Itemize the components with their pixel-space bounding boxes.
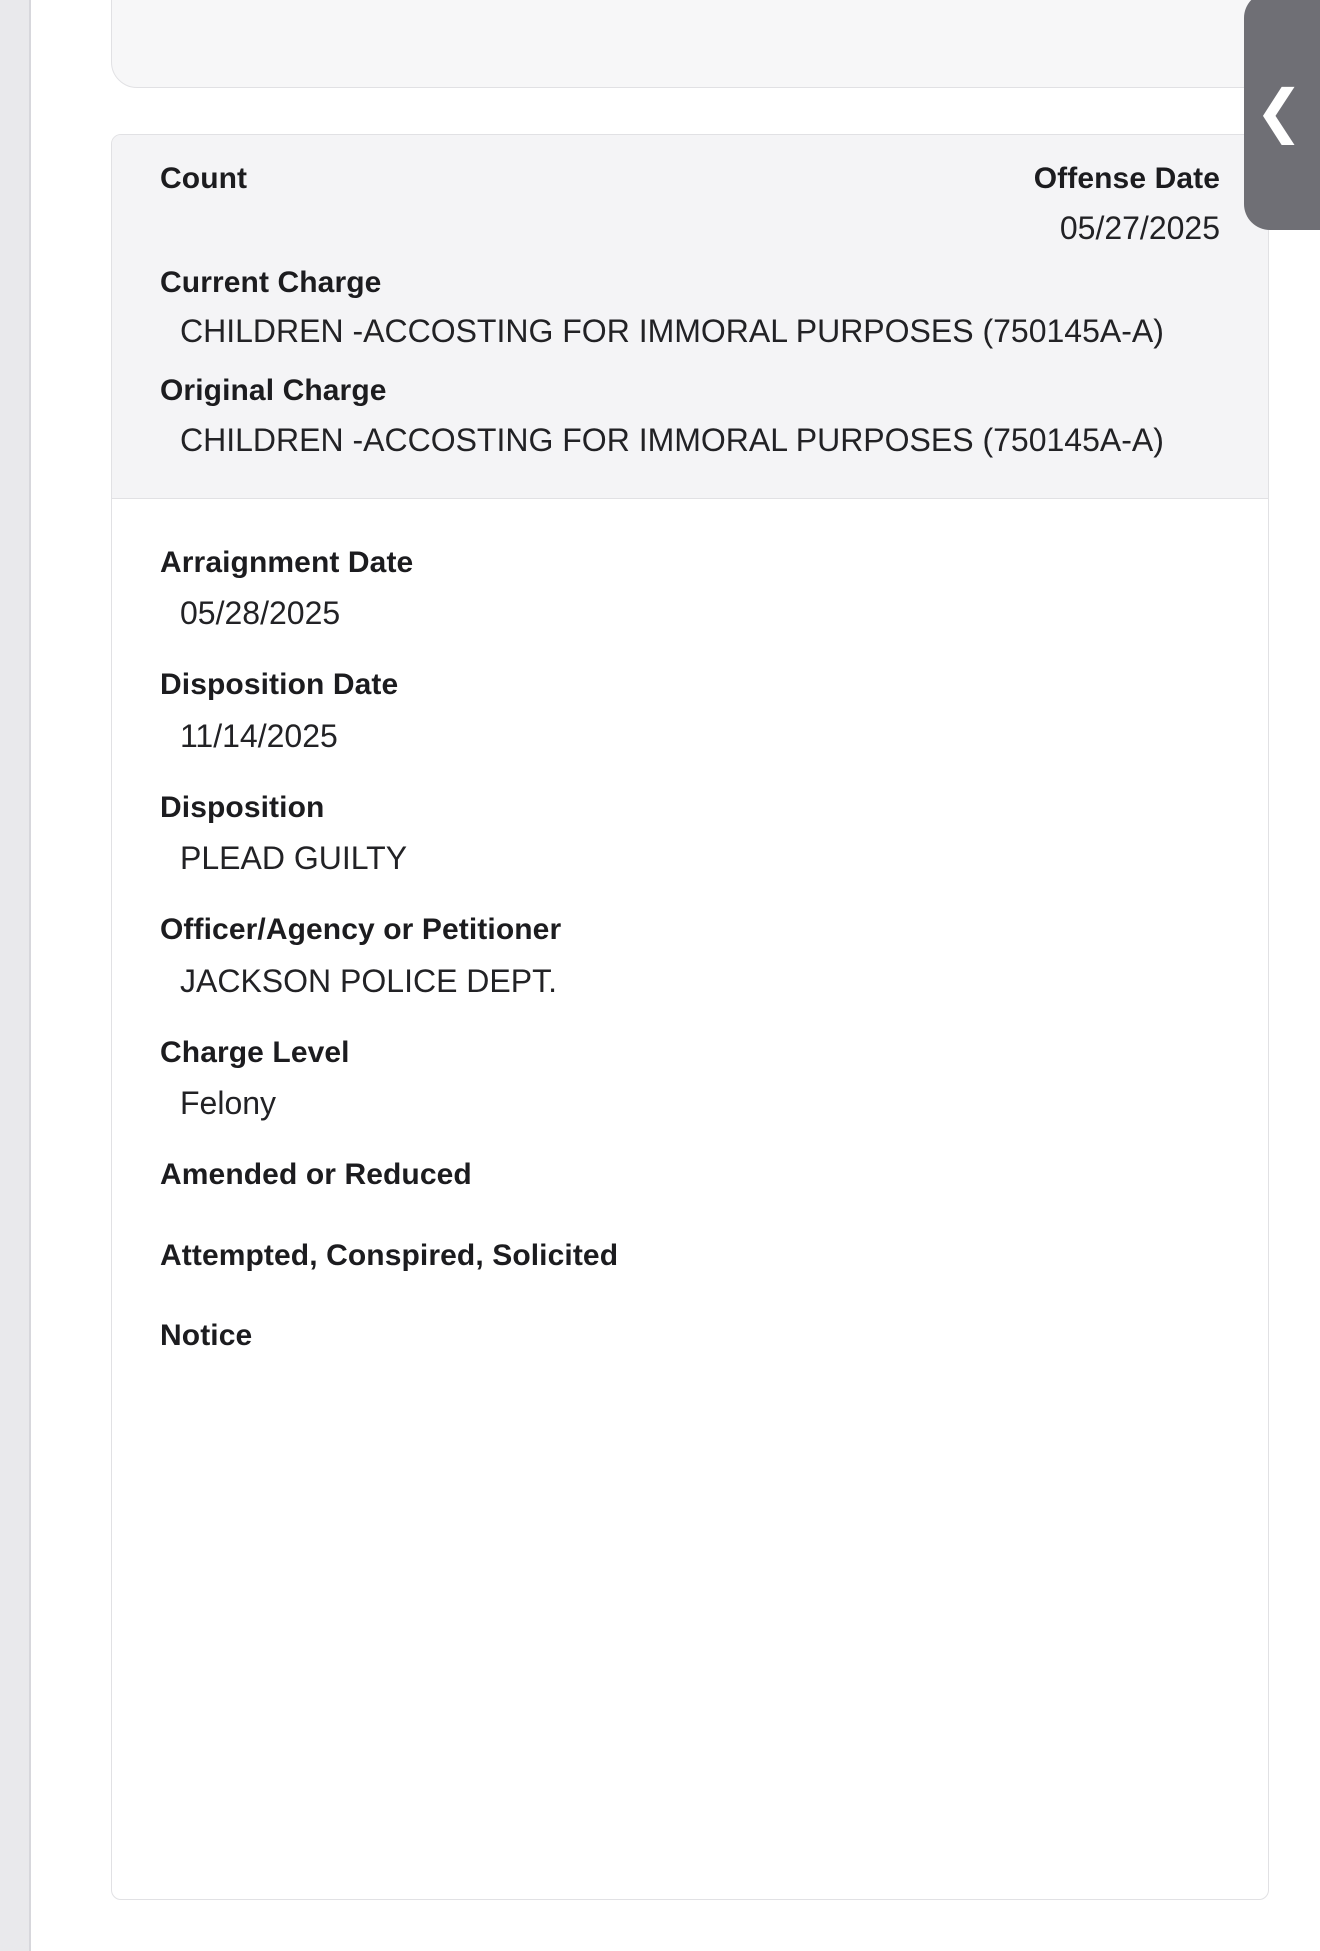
field-label: Amended or Reduced bbox=[160, 1158, 472, 1191]
original-charge-value: CHILDREN -ACCOSTING FOR IMMORAL PURPOSES (750145A-A) bbox=[180, 421, 1164, 458]
chevron-left-icon: ❮ bbox=[1254, 77, 1304, 145]
field-label: Attempted, Conspired, Solicited bbox=[160, 1238, 619, 1272]
current-charge-label: Current Charge bbox=[160, 265, 382, 299]
count-label: Count bbox=[160, 162, 248, 195]
original-charge-label: Original Charge bbox=[160, 374, 387, 407]
field-value: Felony bbox=[180, 1085, 277, 1121]
offense-date-group bbox=[1034, 159, 1220, 247]
field-label: Officer/Agency or Petitioner bbox=[160, 913, 562, 946]
back-edge-handle[interactable] bbox=[1244, 0, 1320, 230]
content-column bbox=[29, 0, 1320, 1951]
current-charge-group bbox=[160, 263, 1220, 356]
field-officer-agency-petitioner bbox=[160, 910, 1220, 1005]
original-charge-group bbox=[160, 371, 1220, 464]
charge-card-body bbox=[112, 499, 1268, 1397]
field-disposition-date bbox=[160, 665, 1220, 760]
field-label: Arraignment Date bbox=[160, 545, 414, 579]
field-charge-level bbox=[160, 1033, 1220, 1128]
field-label: Notice bbox=[160, 1319, 253, 1352]
url-bar-container bbox=[111, 0, 1269, 88]
field-label: Disposition Date bbox=[160, 668, 399, 701]
field-value: 11/14/2025 bbox=[180, 717, 338, 754]
field-amended-or-reduced bbox=[160, 1155, 1220, 1196]
field-label: Charge Level bbox=[160, 1035, 350, 1069]
count-offense-row bbox=[160, 159, 1220, 247]
field-disposition bbox=[160, 788, 1220, 883]
field-value: PLEAD GUILTY bbox=[180, 840, 408, 876]
field-attempted-conspired-solicited bbox=[160, 1236, 1220, 1277]
field-value: 05/28/2025 bbox=[180, 595, 341, 631]
current-charge-value: CHILDREN -ACCOSTING FOR IMMORAL PURPOSES (750145A-A) bbox=[180, 313, 1164, 349]
charge-card-header bbox=[112, 135, 1268, 499]
charge-card bbox=[111, 134, 1269, 1900]
field-value: JACKSON POLICE DEPT. bbox=[180, 962, 557, 999]
field-label: Disposition bbox=[160, 790, 325, 824]
offense-date-value: 05/27/2025 bbox=[1059, 209, 1220, 246]
field-notice bbox=[160, 1316, 1220, 1357]
field-arraignment-date bbox=[160, 543, 1220, 638]
offense-date-label: Offense Date bbox=[1033, 162, 1220, 195]
